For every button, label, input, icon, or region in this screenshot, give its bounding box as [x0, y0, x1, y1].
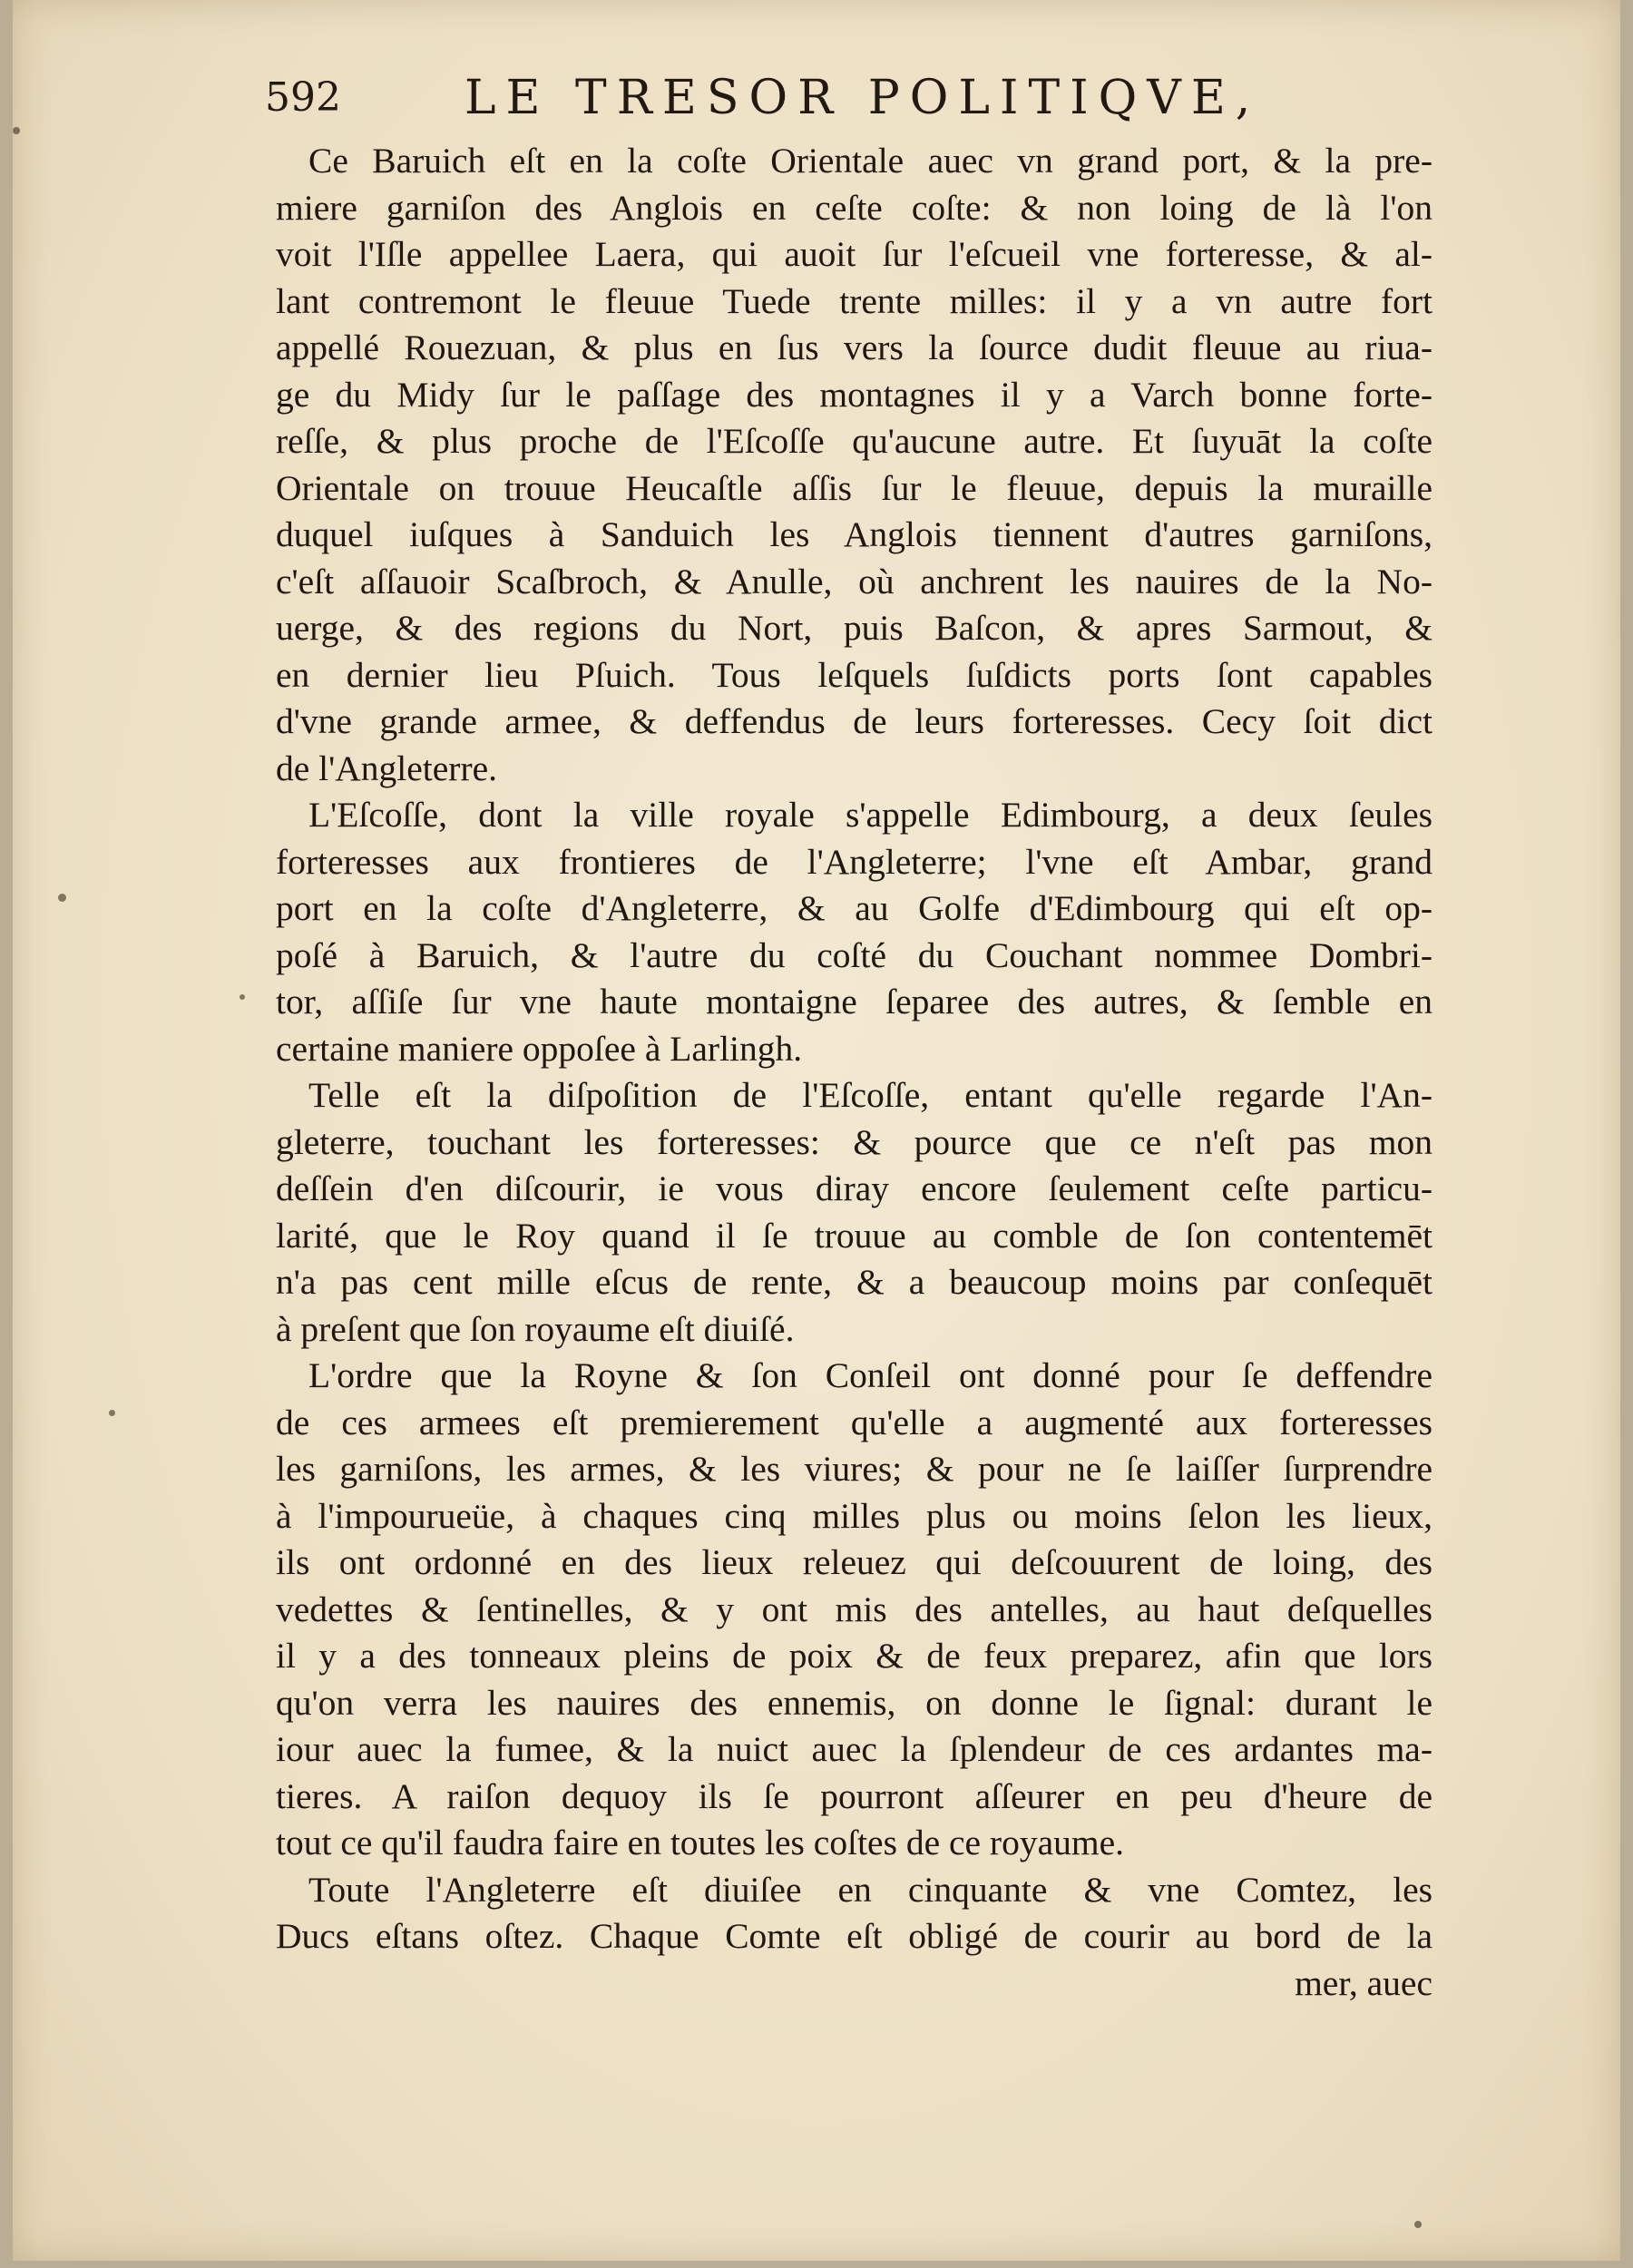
catchword: mer, auec — [1295, 1962, 1433, 2003]
text-line: de l'Angleterre. — [276, 748, 498, 788]
text-line: en dernier lieu Pſuich. Tous leſquels ſuſdicts ports ſont capables — [276, 654, 1433, 695]
text-line: iour auec la fumee, & la nuict auec la ſplendeur de ces ardantes ma- — [276, 1729, 1433, 1769]
text-line: vedettes & ſentinelles, & y ont mis des antelles, au haut deſquelles — [276, 1589, 1433, 1629]
paper-speck — [13, 127, 20, 134]
text-line: d'vne grande armee, & deffendus de leurs forteresses. Cecy ſoit dict — [276, 701, 1433, 741]
paper-speck — [58, 894, 66, 902]
body-text — [276, 138, 1433, 2007]
text-line: tor, aſſiſe ſur vne haute montaigne ſeparee des autres, & ſemble en — [276, 982, 1433, 1022]
text-line: uerge, & des regions du Nort, puis Baſcon, & apres Sarmout, & — [276, 608, 1433, 648]
text-line: les garniſons, les armes, & les viures; & pour ne ſe laiſſer ſurprendre — [276, 1449, 1433, 1489]
text-line: forteresses aux frontieres de l'Angleterre; l'vne eſt Ambar, grand — [276, 841, 1433, 882]
text-line: à preſent que ſon royaume eſt diuiſé. — [276, 1308, 795, 1349]
text-line: voit l'Iſle appellee Laera, qui auoit ſur l'eſcueil vne forteresse, & al- — [276, 234, 1433, 274]
text-line: tieres. A raiſon dequoy ils ſe pourront aſſeurer en peu d'heure de — [276, 1775, 1433, 1816]
text-line: qu'on verra les nauires des ennemis, on donne le ſignal: durant le — [276, 1682, 1433, 1723]
text-line: n'a pas cent mille eſcus de rente, & a beaucoup moins par conſequēt — [276, 1262, 1433, 1302]
text-line: Telle eſt la diſpoſition de l'Eſcoſſe, entant qu'elle regarde l'An- — [308, 1075, 1433, 1115]
text-line: miere garniſon des Anglois en ceſte coſte: & non loing de là l'on — [276, 187, 1433, 228]
paper-speck — [240, 994, 245, 1000]
text-line: reſſe, & plus proche de l'Eſcoſſe qu'aucune autre. Et ſuyuāt la coſte — [276, 421, 1433, 461]
text-line: Orientale on trouue Heucaſtle aſſis ſur le fleuue, depuis la muraille — [276, 467, 1433, 508]
text-line: gleterre, touchant les forteresses: & pource que ce n'eſt pas mon — [276, 1121, 1433, 1162]
paper-speck — [109, 1410, 115, 1416]
text-line: L'ordre que la Royne & ſon Conſeil ont donné pour ſe deffendre — [308, 1355, 1433, 1395]
text-line: Toute l'Angleterre eſt diuiſee en cinquante & vne Comtez, les — [308, 1869, 1433, 1910]
page-header — [265, 71, 1263, 134]
text-line: appellé Rouezuan, & plus en ſus vers la ſource dudit fleuue au riua- — [276, 327, 1433, 367]
page-number: 592 — [265, 74, 341, 121]
text-line: tout ce qu'il faudra faire en toutes les coſtes de ce royaume. — [276, 1823, 1124, 1862]
text-line: il y a des tonneaux pleins de poix & de feux preparez, afin que lors — [276, 1636, 1433, 1676]
text-line: de ces armees eſt premierement qu'elle a augmenté aux forteresses — [276, 1402, 1433, 1442]
text-line: lant contremont le fleuue Tuede trente milles: il y a vn autre fort — [276, 280, 1433, 321]
running-title: LE TRESOR POLITIQVE, — [464, 71, 1261, 125]
text-line: Ce Baruich eſt en la coſte Orientale auec vn grand port, & la pre- — [308, 141, 1433, 181]
text-line: deſſein d'en diſcourir, ie vous diray encore ſeulement ceſte particu- — [276, 1168, 1433, 1208]
text-line: poſé à Baruich, & l'autre du coſté du Couchant nommee Dombri- — [276, 934, 1433, 975]
text-line: certaine maniere oppoſee à Larlingh. — [276, 1028, 803, 1069]
text-line: port en la coſte d'Angleterre, & au Golfe d'Edimbourg qui eſt op- — [276, 888, 1433, 928]
text-line: larité, que le Roy quand il ſe trouue au comble de ſon contentemēt — [276, 1215, 1433, 1256]
text-line: ge du Midy ſur le paſſage des montagnes il y a Varch bonne forte- — [276, 374, 1433, 415]
text-line: ils ont ordonné en des lieux releuez qui deſcouurent de loing, des — [276, 1542, 1433, 1582]
paper-speck — [1414, 2221, 1422, 2228]
text-line: c'eſt aſſauoir Scaſbroch, & Anulle, où anchrent les nauires de la No- — [276, 561, 1433, 601]
text-line: à l'impourueüe, à chaques cinq milles plus ou moins ſelon les lieux, — [276, 1495, 1433, 1536]
text-line: duquel iuſques à Sanduich les Anglois tiennent d'autres garniſons, — [276, 514, 1433, 554]
book-page — [13, 0, 1620, 2261]
text-line: Ducs eſtans oſtez. Chaque Comte eſt obligé de courir au bord de la — [276, 1916, 1433, 1956]
text-line: L'Eſcoſſe, dont la ville royale s'appelle Edimbourg, a deux ſeules — [308, 795, 1433, 835]
